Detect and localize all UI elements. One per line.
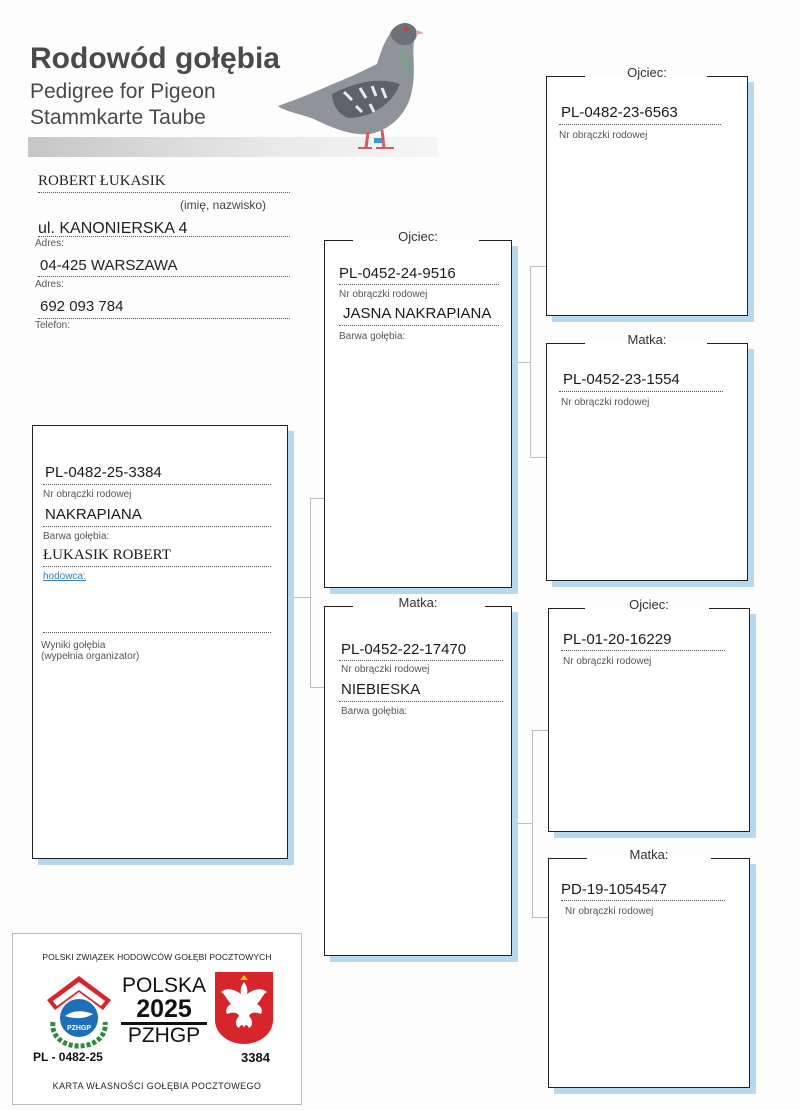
owner-name: ROBERT ŁUKASIK	[38, 173, 166, 189]
polish-eagle-emblem	[213, 970, 275, 1046]
maternal-grandmother-box	[548, 847, 750, 1088]
father-ring-label: Nr obrączki rodowej	[339, 289, 428, 300]
card-country: POLSKA	[121, 974, 207, 997]
mother-ring-label: Nr obrączki rodowej	[341, 664, 430, 675]
mf-ring: PL-01-20-16229	[563, 631, 672, 648]
mf-title: Ojciec:	[629, 597, 669, 612]
mother-ring: PL-0452-22-17470	[341, 641, 467, 658]
phone-label: Telefon:	[35, 320, 71, 331]
subtitle-de: Stammkarte Taube	[30, 106, 206, 129]
results-sublabel: (wypełnia organizator)	[41, 651, 140, 662]
father-color: JASNA NAKRAPIANA	[343, 305, 492, 322]
pzhgp-logo	[37, 970, 121, 1050]
mm-title: Matka:	[629, 847, 669, 862]
father-ring: PL-0452-24-9516	[339, 265, 456, 282]
page-title: Rodowód gołębia	[30, 42, 280, 75]
connector-gen1	[310, 498, 325, 688]
bird-color-label: Barwa gołębia:	[43, 531, 110, 542]
card-ring-prefix: PL - 0482-25	[33, 1050, 103, 1064]
bird-breeder: ŁUKASIK ROBERT	[43, 547, 171, 563]
fm-ring-label: Nr obrączki rodowej	[561, 397, 650, 408]
breeder-label: hodowca:	[43, 571, 86, 582]
card-ring-number: 3384	[241, 1050, 270, 1065]
owner-name-label: (imię, nazwisko)	[180, 198, 267, 212]
paternal-grandmother-box	[546, 332, 748, 581]
card-footer: KARTA WŁASNOŚCI GOŁĘBIA POCZTOWEGO	[52, 1081, 262, 1091]
mm-ring: PD-19-1054547	[561, 881, 667, 898]
mother-color-label: Barwa gołębia:	[341, 706, 408, 717]
pigeon-image	[272, 14, 432, 156]
address-label: Adres:	[35, 238, 64, 249]
owner-phone: 692 093 784	[40, 298, 124, 315]
bird-ring: PL-0482-25-3384	[45, 464, 162, 481]
connector-father	[530, 266, 547, 458]
card-year: 2025	[121, 996, 207, 1025]
fm-ring: PL-0452-23-1554	[563, 371, 680, 388]
owner-street: ul. KANONIERSKA 4	[38, 220, 188, 237]
connector-father-h	[510, 362, 530, 363]
address-label-2: Adres:	[35, 279, 64, 290]
ownership-card	[12, 933, 302, 1105]
father-color-label: Barwa gołębia:	[339, 331, 406, 342]
father-box	[324, 229, 512, 588]
mm-ring-label: Nr obrączki rodowej	[565, 906, 654, 917]
connector-mother	[532, 730, 549, 918]
paternal-grandfather-box	[546, 65, 748, 316]
bird-ring-label: Nr obrączki rodowej	[43, 489, 132, 500]
bird-color: NAKRAPIANA	[45, 506, 142, 523]
mother-title: Matka:	[398, 595, 438, 610]
ff-ring: PL-0482-23-6563	[561, 104, 678, 121]
connector-bird	[287, 597, 310, 598]
fm-title: Matka:	[627, 332, 667, 347]
svg-text:PZHGP: PZHGP	[66, 1025, 92, 1032]
mf-ring-label: Nr obrączki rodowej	[563, 656, 652, 667]
bird-box	[32, 425, 288, 859]
results-label: Wyniki gołębia	[41, 640, 106, 651]
connector-mother-h	[512, 823, 532, 824]
ff-title: Ojciec:	[627, 65, 667, 80]
mother-color: NIEBIESKA	[341, 681, 421, 698]
owner-city: 04-425 WARSZAWA	[40, 257, 178, 274]
card-org: PZHGP	[127, 1024, 201, 1047]
ff-ring-label: Nr obrączki rodowej	[559, 130, 648, 141]
maternal-grandfather-box	[548, 597, 750, 832]
subtitle-en: Pedigree for Pigeon	[30, 80, 216, 103]
father-title: Ojciec:	[398, 229, 438, 244]
card-header: POLSKI ZWIĄZEK HODOWCÓW GOŁĘBI POCZTOWYCH	[42, 952, 272, 962]
mother-box	[324, 595, 512, 956]
